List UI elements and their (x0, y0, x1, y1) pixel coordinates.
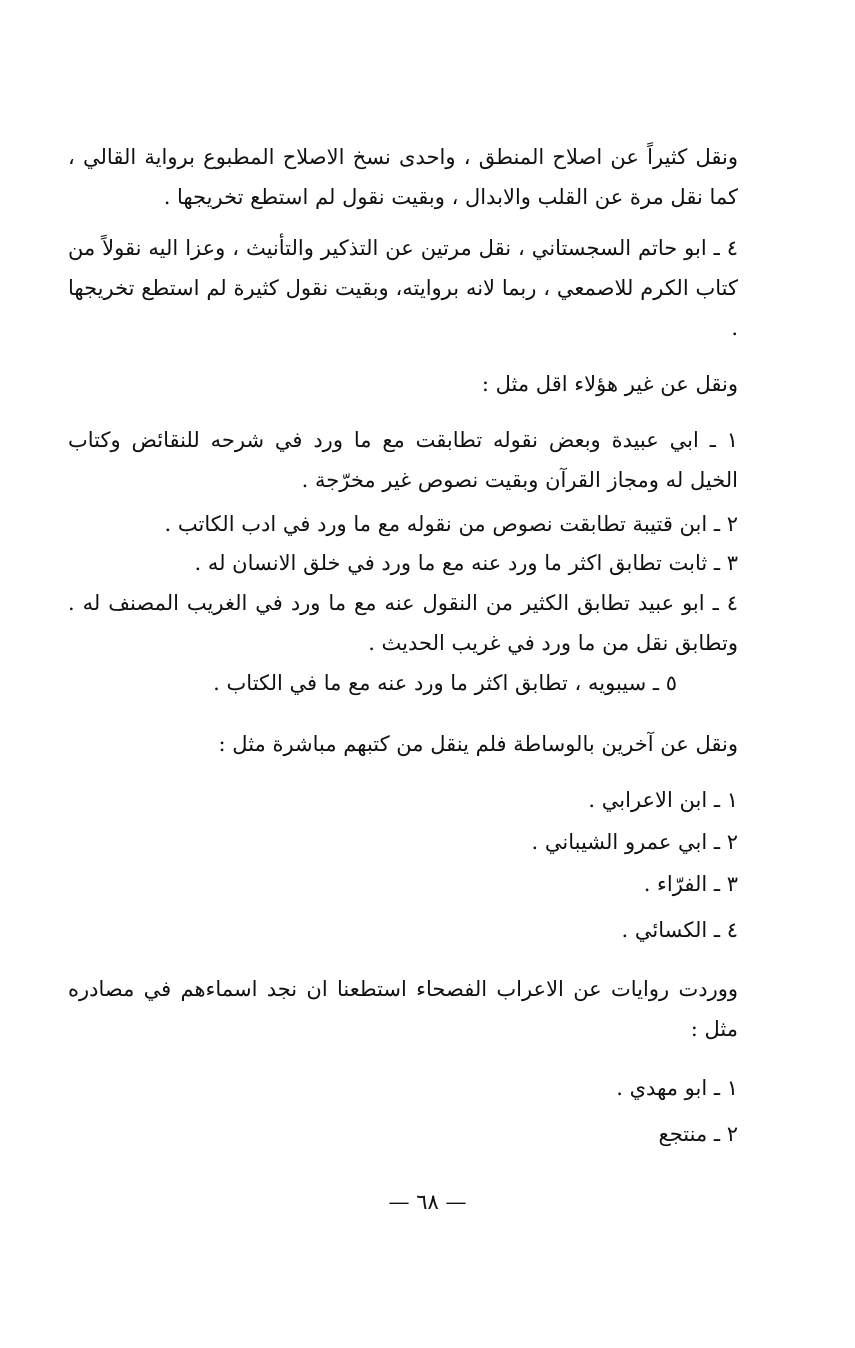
list-item-abu-ubaida: ١ ـ ابي عبيدة وبعض نقوله تطابقت مع ما ورد في شرحه للنقائض وكتاب الخيل له ومجاز القرآن وبقيت نصوص غير مخرّجة . (68, 428, 738, 492)
paragraph-bedouins-intro: ووردت روايات عن الاعراب الفصحاء استطعنا ان نجد اسماءهم في مصادره مثل : (68, 977, 738, 1041)
list-item-thabit: ٣ ـ ثابت تطابق اكثر ما ورد عنه مع ما ورد في خلق الانسان له . (194, 551, 738, 575)
page-number: — ٦٨ — (388, 1190, 467, 1214)
list-item-sibawayh: ٥ ـ سيبويه ، تطابق اكثر ما ورد عنه مع ما في الكتاب . (213, 671, 677, 695)
paragraph-islah-almantiq: ونقل كثيراً عن اصلاح المنطق ، واحدى نسخ الاصلاح المطبوع برواية القالي ، كما نقل مرة عن القلب والابدال ، وبقيت نقول لم استطع تخريجها . (68, 145, 738, 209)
list-item-alkisai: ٤ ـ الكسائي . (621, 918, 738, 942)
paragraph-abu-hatim: ٤ ـ ابو حاتم السجستاني ، نقل مرتين عن التذكير والتأنيث ، وعزا اليه نقولاً من كتاب الكرم للاصمعي ، ربما لانه بروايته، وبقيت نقول كثيرة لم استطع تخريجها . (68, 236, 738, 340)
list-item-muntaji: ٢ ـ منتجع (658, 1122, 738, 1146)
list-item-alfarra: ٣ ـ الفرّاء . (643, 872, 738, 896)
list-item-ibn-alarabi: ١ ـ ابن الاعرابي . (588, 788, 738, 812)
paragraph-others-intro: ونقل عن غير هؤلاء اقل مثل : (481, 372, 738, 396)
list-item-abu-ubayd: ٤ ـ ابو عبيد تطابق الكثير من النقول عنه مع ما ورد في الغريب المصنف له . وتطابق نقل من ما ورد في غريب الحديث . (68, 591, 738, 655)
list-item-ibn-qutayba: ٢ ـ ابن قتيبة تطابقت نصوص من نقوله مع ما ورد في ادب الكاتب . (164, 512, 738, 536)
list-item-abu-amr: ٢ ـ ابي عمرو الشيباني . (531, 830, 738, 854)
list-item-abu-mahdi: ١ ـ ابو مهدي . (616, 1076, 738, 1100)
paragraph-indirect-intro: ونقل عن آخرين بالوساطة فلم ينقل من كتبهم مباشرة مثل : (218, 732, 738, 756)
